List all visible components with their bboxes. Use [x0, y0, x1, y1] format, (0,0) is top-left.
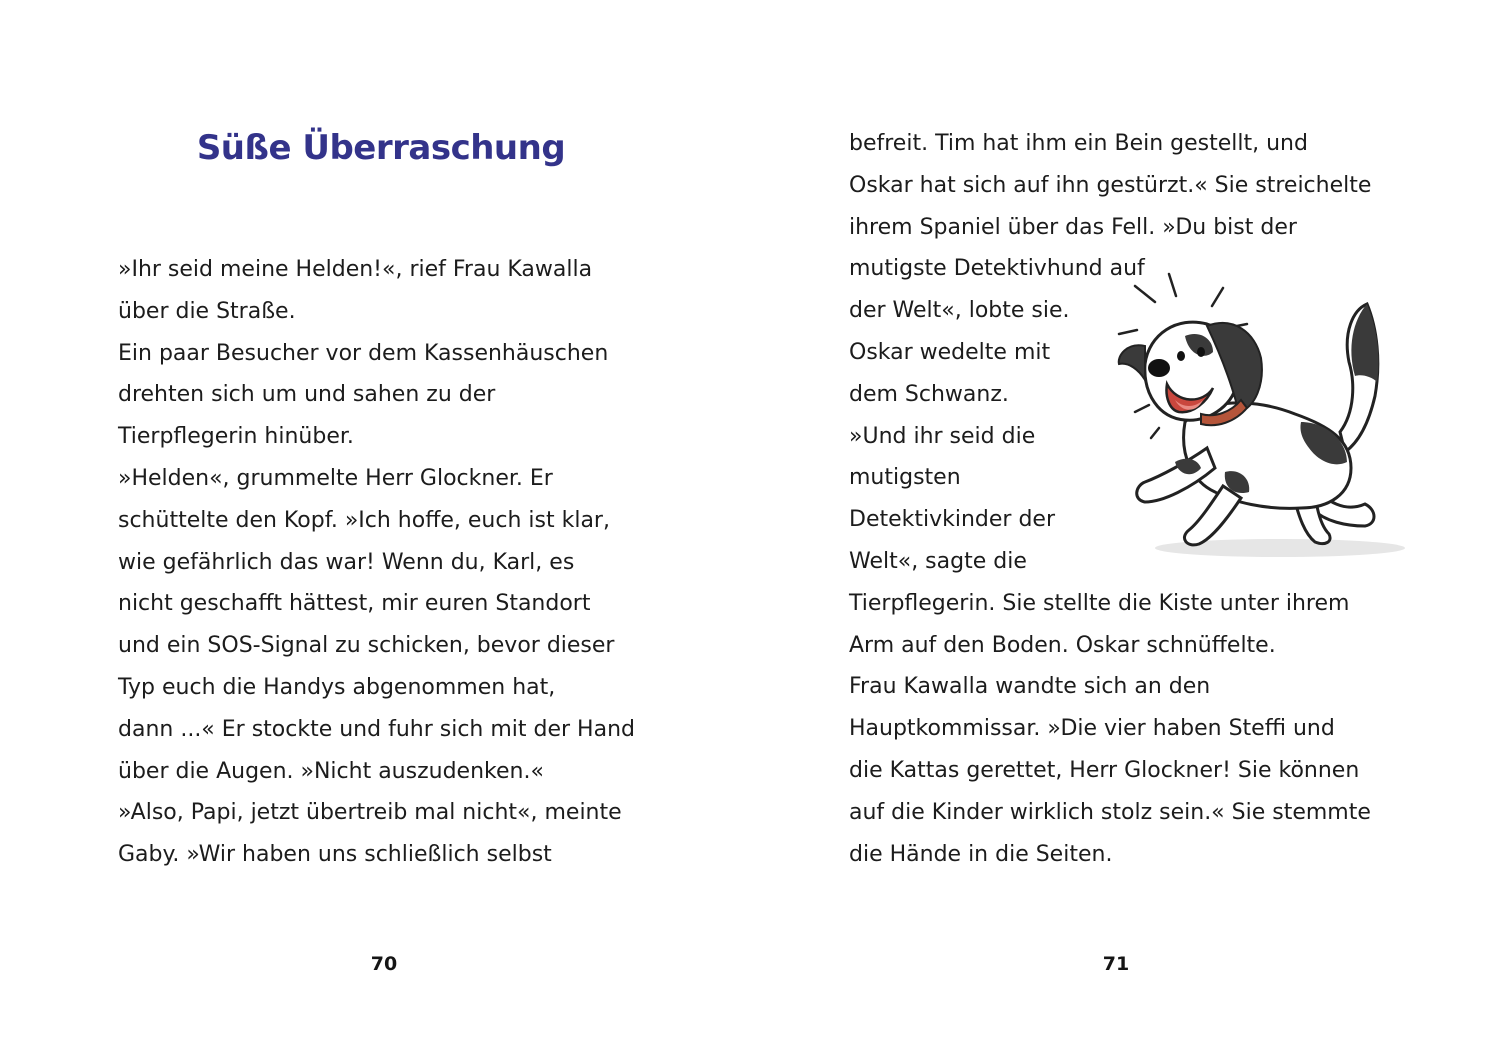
text-line: schüttelte den Kopf. »Ich hoffe, euch ist klar,: [118, 507, 610, 533]
dog-nose: [1148, 359, 1170, 377]
text-line: Tierpflegerin. Sie stellte die Kiste unter ihrem: [849, 590, 1350, 616]
dog-front-leg: [1137, 448, 1215, 502]
dog-ear-left: [1119, 345, 1145, 380]
text-line: Hauptkommissar. »Die vier haben Steffi und: [849, 716, 1335, 742]
text-line: Arm auf den Boden. Oskar schnüffelte.: [849, 632, 1276, 658]
text-line: Oskar wedelte mit: [849, 339, 1051, 365]
text-line: drehten sich um und sahen zu der: [118, 382, 496, 408]
text-line: ihrem Spaniel über das Fell. »Du bist der: [849, 214, 1297, 240]
dog-eye-left: [1177, 351, 1185, 361]
text-line: über die Augen. »Nicht auszudenken.«: [118, 758, 544, 784]
text-line: Detektivkinder der: [849, 507, 1056, 533]
text-line: »Ihr seid meine Helden!«, rief Frau Kawalla: [118, 257, 593, 282]
chapter-title: Süße Überraschung: [196, 128, 566, 168]
text-line: wie gefährlich das war! Wenn du, Karl, es: [118, 549, 575, 575]
text-line: »Helden«, grummelte Herr Glockner. Er: [118, 465, 553, 491]
text-line: mutigsten: [849, 465, 961, 491]
dog-front-leg-2: [1184, 486, 1241, 545]
text-line: die Kattas gerettet, Herr Glockner! Sie können: [849, 757, 1360, 783]
dog-eye-right: [1197, 347, 1205, 357]
text-line: »Und ihr seid die: [849, 423, 1036, 449]
text-line: Tierpflegerin hinüber.: [118, 424, 354, 450]
text-line: über die Straße.: [118, 298, 296, 324]
text-line: Gaby. »Wir haben uns schließlich selbst: [118, 842, 552, 868]
left-page-text: [118, 249, 635, 876]
right-page: [750, 0, 1500, 1061]
text-line: Welt«, sagte die: [849, 548, 1027, 574]
text-line: Frau Kawalla wandte sich an den: [849, 674, 1211, 700]
text-line: dem Schwanz.: [849, 381, 1009, 407]
page-number-right: 71: [1102, 953, 1130, 975]
text-line: auf die Kinder wirklich stolz sein.« Sie stemmte: [849, 799, 1371, 825]
text-line: »Also, Papi, jetzt übertreib mal nicht«, meinte: [118, 800, 622, 826]
spaniel-dog-illustration: [1115, 272, 1425, 562]
text-line: der Welt«, lobte sie.: [849, 298, 1070, 324]
text-line: Typ euch die Handys abgenommen hat,: [118, 674, 556, 700]
text-line: mutigste Detektivhund auf: [849, 256, 1145, 282]
text-line: nicht geschafft hättest, mir euren Standort: [118, 591, 591, 617]
text-line: befreit. Tim hat ihm ein Bein gestellt, und: [849, 131, 1308, 156]
page-number-left: 70: [370, 953, 398, 975]
text-line: Oskar hat sich auf ihn gestürzt.« Sie streichelte: [849, 172, 1372, 198]
text-line: die Hände in die Seiten.: [849, 841, 1113, 867]
text-line: dann ...« Er stockte und fuhr sich mit der Hand: [118, 716, 635, 742]
text-line: Ein paar Besucher vor dem Kassenhäuschen: [118, 340, 609, 366]
text-line: und ein SOS-Signal zu schicken, bevor dieser: [118, 633, 615, 659]
